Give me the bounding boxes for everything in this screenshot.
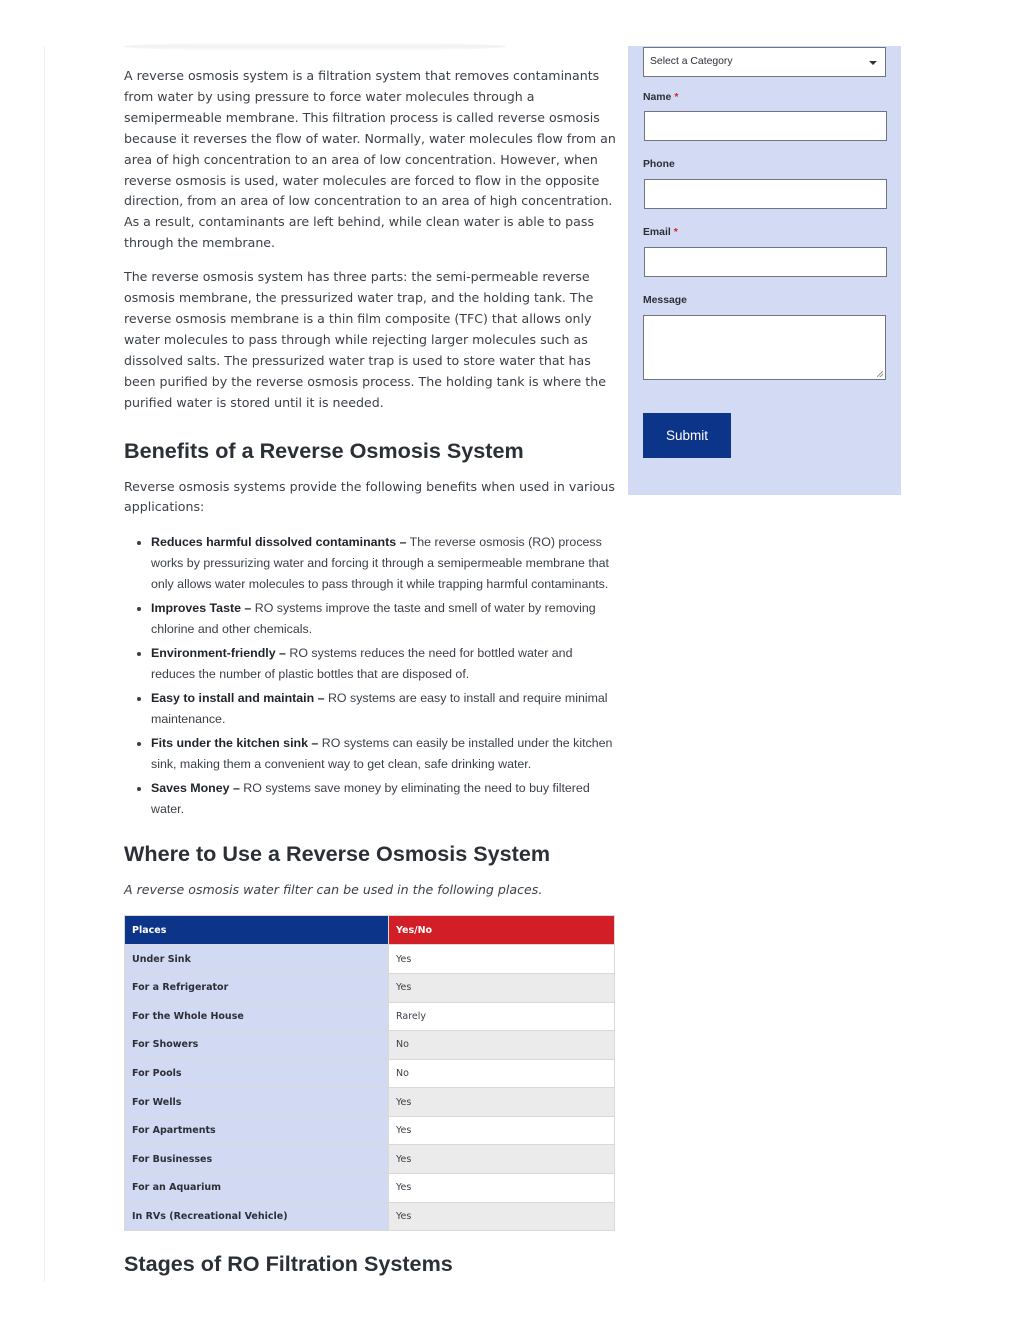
required-asterisk: * [673,227,678,238]
benefits-intro: Reverse osmosis systems provide the following benefits when used in various applications: [124,478,615,515]
benefit-text: The reverse osmosis (RO) process works by pressurizing water and forcing it through a semipermeable membrane that only allows water molecules to pass through it while trapping harmful contaminants. [151,535,609,591]
benefit-text: RO systems save money by eliminating the need to buy filtered water. [151,781,590,816]
table-cell-value: Yes [389,1116,615,1145]
list-item [151,778,616,819]
table-cell-value: Yes [389,1145,615,1174]
benefits-list [124,532,616,819]
message-label-text: Message [643,295,687,306]
name-label-text: Name [643,92,672,103]
intro-paragraph-1: A reverse osmosis system is a filtration system that removes contaminants from water by using pressure to force water molecules through a semipermeable membrane. This filtration process is called reverse osmosis because it reverses the flow of water. Normally, water molecules flow from an area of high concentration to an area of low concentration. However, when reverse osmosis is used, water molecules are forced to flow in the opposite direction, from an area of low concentration to an area of high concentration. As a result, contaminants are left behind, while clean water is able to pass through the membrane. [124,68,616,251]
benefits-heading: Benefits of a Reverse Osmosis System [124,437,524,463]
benefit-title: Environment-friendly – [151,646,286,661]
table-cell-value: Yes [389,1174,615,1203]
category-select[interactable] [643,47,886,77]
table-cell-place: For a Refrigerator [125,973,389,1002]
email-label [643,227,678,238]
benefit-title: Reduces harmful dissolved contaminants – [151,535,407,550]
table-row [125,1059,615,1088]
table-row [125,1202,615,1231]
stages-heading: Stages of RO Filtration Systems [124,1251,453,1276]
benefit-title: Fits under the kitchen sink – [151,736,319,751]
contact-form-sidebar [628,46,901,495]
table-cell-value: Yes [389,1088,615,1117]
phone-label [643,159,675,170]
table-cell-place: For an Aquarium [125,1174,389,1203]
list-item [151,532,616,594]
list-item [151,598,616,639]
page-edge-line [44,46,45,1282]
table-row [125,1088,615,1117]
article-content [124,66,616,1231]
table-cell-value: Yes [389,945,615,974]
list-item [151,733,616,774]
table-cell-value: Rarely [389,1002,615,1031]
phone-field[interactable] [644,179,887,209]
benefit-text: RO systems improve the taste and smell of water by removing chlorine and other chemicals. [151,601,596,636]
table-row [125,1116,615,1145]
required-asterisk: * [674,92,679,103]
table-cell-place: For Wells [125,1088,389,1117]
table-cell-value: Yes [389,973,615,1002]
table-cell-place: For Apartments [125,1116,389,1145]
where-heading: Where to Use a Reverse Osmosis System [124,841,551,867]
benefit-text: RO systems can easily be installed under the kitchen sink, making them a convenient way to get clean, safe drinking water. [151,736,613,771]
table-header-row [125,916,615,945]
table-cell-value: No [389,1031,615,1060]
places-table [124,915,615,1231]
table-cell-place: For Businesses [125,1145,389,1174]
table-row [125,1002,615,1031]
phone-label-text: Phone [643,159,675,170]
table-row [125,973,615,1002]
resize-grip-icon[interactable] [877,371,883,377]
table-cell-place: For Showers [125,1031,389,1060]
benefit-text: RO systems are easy to install and require minimal maintenance. [151,691,608,726]
intro-paragraph-2: The reverse osmosis system has three parts: the semi-permeable reverse osmosis membrane, the pressurized water trap, and the holding tank. The reverse osmosis membrane is a thin film composite (TFC) that allows only water molecules to pass through while rejecting larger molecules such as dissolved salts. The pressurized water trap is used to store water that has been purified by the reverse osmosis process. The holding tank is where the purified water is stored until it is needed. [124,269,606,410]
table-cell-place: Under Sink [125,945,389,974]
message-field[interactable] [643,315,886,380]
where-intro: A reverse osmosis water filter can be used in the following places. [124,882,543,898]
table-row [125,1174,615,1203]
table-cell-place: For the Whole House [125,1002,389,1031]
table-cell-place: For Pools [125,1059,389,1088]
benefit-title: Saves Money – [151,781,240,796]
table-cell-value: No [389,1059,615,1088]
caret-down-icon [869,61,877,65]
table-header-places: Places [125,916,389,945]
divider-shadow [124,42,506,51]
table-header-yes-no: Yes/No [389,916,615,945]
table-row [125,945,615,974]
table-row [125,1031,615,1060]
category-select-value: Select a Category [650,56,733,67]
benefit-title: Improves Taste – [151,601,252,616]
email-field[interactable] [644,247,887,277]
table-cell-value: Yes [389,1202,615,1231]
name-field[interactable] [644,111,887,141]
benefit-title: Easy to install and maintain – [151,691,325,706]
benefit-text: RO systems reduces the need for bottled water and reduces the number of plastic bottles that are disposed of. [151,646,573,681]
message-label [643,295,687,306]
email-label-text: Email [643,227,671,238]
list-item [151,688,616,729]
table-row [125,1145,615,1174]
submit-button[interactable]: Submit [643,413,731,458]
name-label [643,92,678,103]
list-item [151,643,616,684]
table-cell-place: In RVs (Recreational Vehicle) [125,1202,389,1231]
